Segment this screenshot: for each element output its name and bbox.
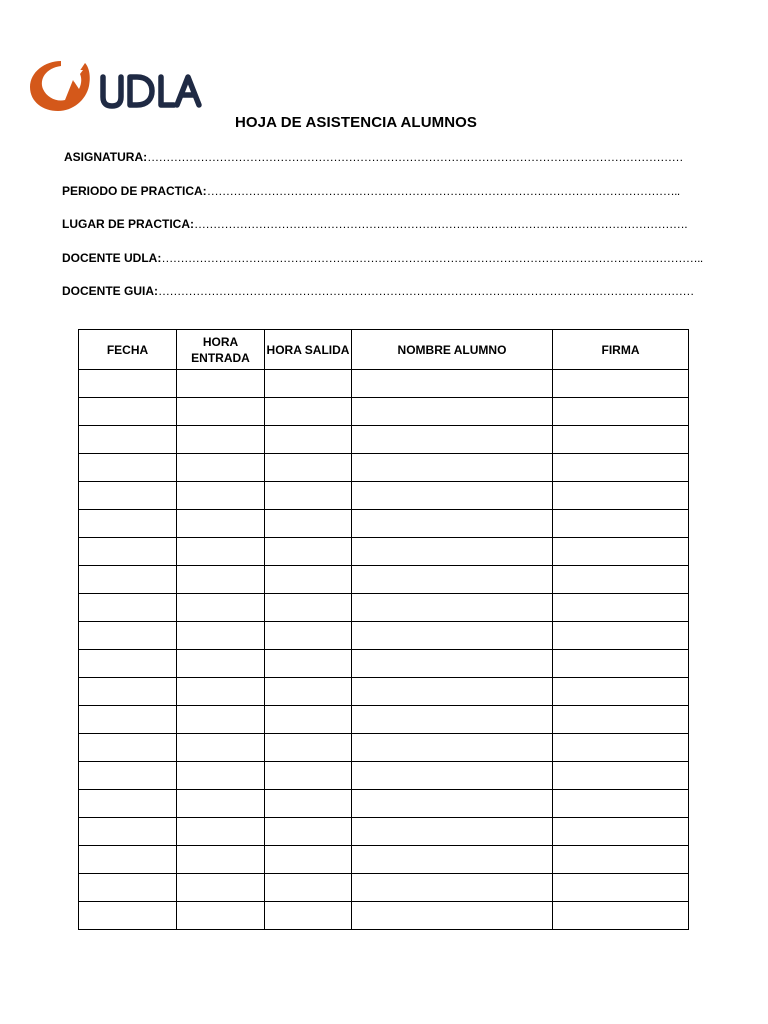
nombre-alumno-cell[interactable] (352, 790, 553, 818)
nombre-alumno-cell[interactable] (352, 538, 553, 566)
table-row (79, 874, 689, 902)
firma-cell[interactable] (553, 398, 689, 426)
fecha-cell[interactable] (79, 398, 177, 426)
field-periodo-de-practica (62, 184, 680, 198)
hora-entrada-cell[interactable] (177, 538, 265, 566)
hora-entrada-cell[interactable] (177, 426, 265, 454)
nombre-alumno-cell[interactable] (352, 398, 553, 426)
firma-cell[interactable] (553, 538, 689, 566)
table-row (79, 370, 689, 398)
header-firma: FIRMA (553, 330, 689, 370)
firma-cell[interactable] (553, 454, 689, 482)
nombre-alumno-cell[interactable] (352, 510, 553, 538)
hora-entrada-cell[interactable] (177, 622, 265, 650)
table-row (79, 482, 689, 510)
hora-salida-cell[interactable] (265, 426, 352, 454)
firma-cell[interactable] (553, 846, 689, 874)
hora-entrada-cell[interactable] (177, 482, 265, 510)
hora-entrada-cell[interactable] (177, 706, 265, 734)
firma-cell[interactable] (553, 678, 689, 706)
hora-entrada-cell[interactable] (177, 678, 265, 706)
hora-entrada-cell[interactable] (177, 790, 265, 818)
hora-entrada-cell[interactable] (177, 818, 265, 846)
fecha-cell[interactable] (79, 762, 177, 790)
firma-cell[interactable] (553, 818, 689, 846)
hora-salida-cell[interactable] (265, 762, 352, 790)
hora-salida-cell[interactable] (265, 678, 352, 706)
field-label: PERIODO DE PRACTICA: (62, 184, 207, 198)
nombre-alumno-cell[interactable] (352, 454, 553, 482)
table-row (79, 706, 689, 734)
hora-entrada-cell[interactable] (177, 650, 265, 678)
hora-entrada-cell[interactable] (177, 902, 265, 930)
table-row (79, 398, 689, 426)
hora-entrada-cell[interactable] (177, 454, 265, 482)
nombre-alumno-cell[interactable] (352, 706, 553, 734)
hora-salida-cell[interactable] (265, 454, 352, 482)
firma-cell[interactable] (553, 482, 689, 510)
fecha-cell[interactable] (79, 650, 177, 678)
fecha-cell[interactable] (79, 706, 177, 734)
field-dots: …………………………………………………………………………………………………………………………… (158, 284, 694, 298)
nombre-alumno-cell[interactable] (352, 370, 553, 398)
fecha-cell[interactable] (79, 594, 177, 622)
fecha-cell[interactable] (79, 874, 177, 902)
nombre-alumno-cell[interactable] (352, 594, 553, 622)
hora-salida-cell[interactable] (265, 706, 352, 734)
table-body (79, 370, 689, 930)
fecha-cell[interactable] (79, 790, 177, 818)
table-row (79, 566, 689, 594)
table-row (79, 902, 689, 930)
firma-cell[interactable] (553, 902, 689, 930)
hora-salida-cell[interactable] (265, 734, 352, 762)
nombre-alumno-cell[interactable] (352, 482, 553, 510)
fecha-cell[interactable] (79, 482, 177, 510)
firma-cell[interactable] (553, 874, 689, 902)
table-row (79, 790, 689, 818)
hora-entrada-cell[interactable] (177, 594, 265, 622)
table-row (79, 846, 689, 874)
hora-entrada-cell[interactable] (177, 762, 265, 790)
hora-salida-cell[interactable] (265, 510, 352, 538)
attendance-table (78, 329, 689, 930)
udla-logo-graphic (27, 58, 207, 114)
firma-cell[interactable] (553, 706, 689, 734)
fecha-cell[interactable] (79, 622, 177, 650)
fecha-cell[interactable] (79, 538, 177, 566)
field-docente-udla (62, 251, 703, 265)
field-docente-guia (62, 284, 694, 298)
nombre-alumno-cell[interactable] (352, 874, 553, 902)
table-row (79, 678, 689, 706)
field-dots: …………………………………………………………………………………………………………………. (194, 217, 687, 231)
nombre-alumno-cell[interactable] (352, 818, 553, 846)
hora-salida-cell[interactable] (265, 622, 352, 650)
table-row (79, 762, 689, 790)
table-row (79, 622, 689, 650)
field-dots: …………………………………………………………………………………………………………….. (206, 184, 680, 198)
fecha-cell[interactable] (79, 734, 177, 762)
table-row (79, 538, 689, 566)
header-hora-entrada: HORA ENTRADA (177, 330, 265, 370)
hora-salida-cell[interactable] (265, 846, 352, 874)
firma-cell[interactable] (553, 762, 689, 790)
hora-salida-cell[interactable] (265, 482, 352, 510)
nombre-alumno-cell[interactable] (352, 846, 553, 874)
nombre-alumno-cell[interactable] (352, 566, 553, 594)
table-row (79, 426, 689, 454)
field-label: LUGAR DE PRACTICA: (62, 217, 194, 231)
table-row (79, 510, 689, 538)
nombre-alumno-cell[interactable] (352, 622, 553, 650)
hora-salida-cell[interactable] (265, 790, 352, 818)
hora-salida-cell[interactable] (265, 874, 352, 902)
fecha-cell[interactable] (79, 678, 177, 706)
table-row (79, 734, 689, 762)
fecha-cell[interactable] (79, 566, 177, 594)
fecha-cell[interactable] (79, 902, 177, 930)
hora-entrada-cell[interactable] (177, 398, 265, 426)
firma-cell[interactable] (553, 790, 689, 818)
fecha-cell[interactable] (79, 370, 177, 398)
udla-logo (27, 58, 207, 114)
firma-cell[interactable] (553, 594, 689, 622)
hora-salida-cell[interactable] (265, 566, 352, 594)
field-asignatura (64, 150, 683, 164)
hora-salida-cell[interactable] (265, 370, 352, 398)
firma-cell[interactable] (553, 370, 689, 398)
field-label: DOCENTE GUIA: (62, 284, 158, 298)
table-row (79, 818, 689, 846)
firma-cell[interactable] (553, 510, 689, 538)
hora-salida-cell[interactable] (265, 398, 352, 426)
nombre-alumno-cell[interactable] (352, 762, 553, 790)
document-title: HOJA DE ASISTENCIA ALUMNOS (234, 114, 478, 131)
hora-entrada-cell[interactable] (177, 874, 265, 902)
hora-entrada-cell[interactable] (177, 510, 265, 538)
field-lugar-de-practica (62, 217, 687, 231)
nombre-alumno-cell[interactable] (352, 650, 553, 678)
fecha-cell[interactable] (79, 818, 177, 846)
hora-salida-cell[interactable] (265, 650, 352, 678)
hora-entrada-cell[interactable] (177, 734, 265, 762)
hora-salida-cell[interactable] (265, 818, 352, 846)
hora-salida-cell[interactable] (265, 594, 352, 622)
field-label: DOCENTE UDLA: (62, 251, 162, 265)
nombre-alumno-cell[interactable] (352, 734, 553, 762)
table-row (79, 650, 689, 678)
hora-entrada-cell[interactable] (177, 370, 265, 398)
table-row (79, 454, 689, 482)
hora-salida-cell[interactable] (265, 902, 352, 930)
field-label: ASIGNATURA: (64, 150, 148, 164)
header-nombre-alumno: NOMBRE ALUMNO (352, 330, 553, 370)
header-hora-salida: HORA SALIDA (265, 330, 352, 370)
nombre-alumno-cell[interactable] (352, 902, 553, 930)
firma-cell[interactable] (553, 650, 689, 678)
header-fecha: FECHA (79, 330, 177, 370)
table-header-row (79, 330, 689, 370)
fecha-cell[interactable] (79, 426, 177, 454)
nombre-alumno-cell[interactable] (352, 426, 553, 454)
nombre-alumno-cell[interactable] (352, 678, 553, 706)
field-dots: …………………………………………………………………………………………………………………………… (147, 150, 683, 164)
fecha-cell[interactable] (79, 846, 177, 874)
firma-cell[interactable] (553, 566, 689, 594)
hora-salida-cell[interactable] (265, 538, 352, 566)
hora-entrada-cell[interactable] (177, 566, 265, 594)
table-row (79, 594, 689, 622)
fecha-cell[interactable] (79, 454, 177, 482)
firma-cell[interactable] (553, 734, 689, 762)
firma-cell[interactable] (553, 426, 689, 454)
field-dots: …………………………………………………………………………………………………………………………….. (161, 251, 703, 265)
firma-cell[interactable] (553, 622, 689, 650)
hora-entrada-cell[interactable] (177, 846, 265, 874)
fecha-cell[interactable] (79, 510, 177, 538)
